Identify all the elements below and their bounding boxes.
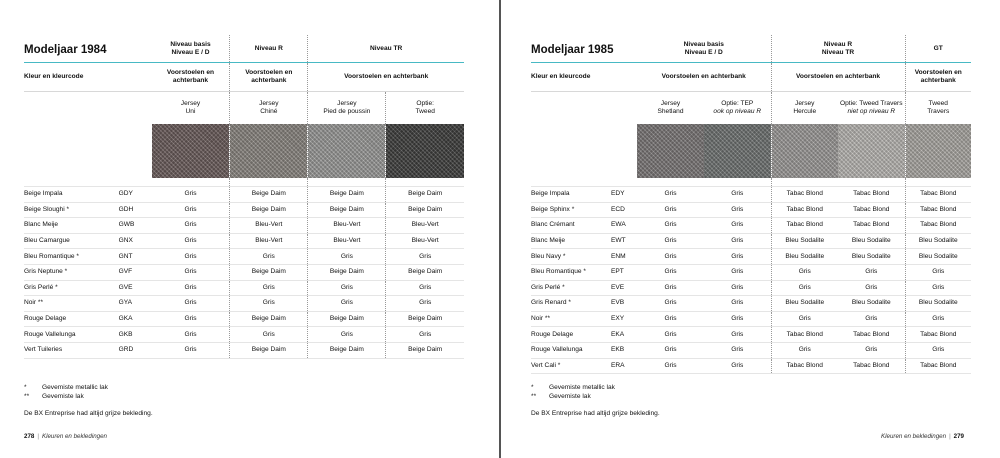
table-row <box>531 296 971 312</box>
color-name: Bleu Romantique * <box>24 249 119 265</box>
group-header: GT <box>905 35 971 63</box>
table-row <box>531 358 971 374</box>
upholstery-value: Bleu Sodalite <box>905 296 971 312</box>
upholstery-value: Gris <box>152 296 230 312</box>
color-code: ERA <box>611 358 637 374</box>
table-row <box>24 296 464 312</box>
fabric-swatch <box>152 124 230 178</box>
color-code: GDY <box>119 187 152 203</box>
upholstery-value: Beige Daim <box>230 311 308 327</box>
upholstery-value: Gris <box>905 280 971 296</box>
upholstery-value: Beige Daim <box>230 342 308 358</box>
upholstery-value: Bleu Sodalite <box>838 296 905 312</box>
upholstery-value: Gris <box>704 202 771 218</box>
material-label: Optie: Tweed Travers niet op niveau R <box>839 100 903 115</box>
upholstery-value: Gris <box>838 280 905 296</box>
footnote-text: Gevemiste lak <box>42 392 84 400</box>
seat-header: Voorstoelen en achterbank <box>308 63 464 92</box>
upholstery-value: Gris <box>308 327 386 343</box>
upholstery-value: Gris <box>704 358 771 374</box>
color-table-1985 <box>531 35 971 374</box>
group-header: Niveau R Niveau TR <box>771 35 905 63</box>
upholstery-value: Tabac Blond <box>838 327 905 343</box>
material-label: Optie: Tweed <box>386 92 464 125</box>
upholstery-value: Beige Daim <box>386 264 464 280</box>
upholstery-value: Gris <box>704 342 771 358</box>
upholstery-value: Gris <box>905 311 971 327</box>
table-row <box>531 187 971 203</box>
upholstery-value: Gris <box>771 311 838 327</box>
upholstery-value: Bleu-Vert <box>308 233 386 249</box>
fabric-swatch <box>772 124 839 178</box>
color-code: GYA <box>119 296 152 312</box>
upholstery-value: Beige Daim <box>230 187 308 203</box>
color-name: Beige Impala <box>531 187 611 203</box>
upholstery-value: Gris <box>637 249 704 265</box>
chapter-title: Kleuren en bekledingen <box>881 433 947 440</box>
upholstery-value: Tabac Blond <box>838 187 905 203</box>
upholstery-value: Gris <box>152 233 230 249</box>
table-title: Modeljaar 1984 <box>24 35 152 63</box>
table-container-1984 <box>24 35 464 359</box>
color-code: EXY <box>611 311 637 327</box>
upholstery-value: Gris <box>386 280 464 296</box>
footnote-text: Gevemiste lak <box>549 392 591 400</box>
page-footer: Kleuren en bekledingen | 279 <box>881 433 964 440</box>
page-number: 279 <box>953 433 964 440</box>
upholstery-value: Gris <box>308 296 386 312</box>
color-code: EPT <box>611 264 637 280</box>
color-name: Gris Perlé * <box>531 280 611 296</box>
color-code: GRD <box>119 342 152 358</box>
upholstery-value: Beige Daim <box>386 311 464 327</box>
fabric-swatch <box>637 124 704 178</box>
upholstery-value: Bleu-Vert <box>308 218 386 234</box>
color-code: EKB <box>611 342 637 358</box>
table-row <box>531 327 971 343</box>
upholstery-value: Beige Daim <box>308 202 386 218</box>
upholstery-value: Beige Daim <box>230 202 308 218</box>
upholstery-value: Bleu Sodalite <box>838 249 905 265</box>
material-label: Jersey Pied de poussin <box>308 92 386 125</box>
upholstery-value: Tabac Blond <box>771 218 838 234</box>
upholstery-value: Tabac Blond <box>905 202 971 218</box>
upholstery-value: Gris <box>637 233 704 249</box>
upholstery-value: Gris <box>704 280 771 296</box>
upholstery-value: Tabac Blond <box>771 358 838 374</box>
color-name: Vert Cali * <box>531 358 611 374</box>
color-code: GKB <box>119 327 152 343</box>
color-table-1984 <box>24 35 464 359</box>
table-row <box>531 218 971 234</box>
upholstery-value: Gris <box>704 218 771 234</box>
color-name: Noir ** <box>531 311 611 327</box>
color-name: Rouge Vallelunga <box>24 327 119 343</box>
footnote-mark: * <box>531 384 534 391</box>
color-name: Bleu Romantique * <box>531 264 611 280</box>
table-row <box>531 264 971 280</box>
upholstery-value: Beige Daim <box>386 202 464 218</box>
upholstery-value: Gris <box>637 296 704 312</box>
color-code: EVE <box>611 280 637 296</box>
upholstery-value: Gris <box>386 327 464 343</box>
upholstery-value: Beige Daim <box>308 311 386 327</box>
fabric-swatch <box>906 124 972 178</box>
upholstery-value: Gris <box>771 280 838 296</box>
color-code: GNT <box>119 249 152 265</box>
upholstery-value: Bleu-Vert <box>230 218 308 234</box>
footnotes <box>24 384 108 401</box>
seat-header: Voorstoelen en achterbank <box>637 63 771 92</box>
upholstery-value: Gris <box>152 342 230 358</box>
table-row <box>531 233 971 249</box>
table-row <box>24 311 464 327</box>
color-name: Vert Tuileries <box>24 342 119 358</box>
upholstery-value: Gris <box>637 358 704 374</box>
footnote-mark: ** <box>531 392 537 400</box>
seat-header: Voorstoelen en achterbank <box>905 63 971 92</box>
color-code-header: Kleur en kleurcode <box>24 63 152 92</box>
upholstery-value: Gris <box>152 327 230 343</box>
upholstery-value: Tabac Blond <box>771 187 838 203</box>
table-row <box>24 187 464 203</box>
color-code: GVF <box>119 264 152 280</box>
upholstery-value: Beige Daim <box>386 342 464 358</box>
color-code-header: Kleur en kleurcode <box>531 63 637 92</box>
color-name: Beige Impala <box>24 187 119 203</box>
bx-note: De BX Entreprise had altijd grijze bekleding. <box>24 410 153 417</box>
upholstery-value: Tabac Blond <box>838 202 905 218</box>
footnote-text: Gevemiste metallic lak <box>549 384 615 391</box>
color-code: EKA <box>611 327 637 343</box>
upholstery-value: Gris <box>704 311 771 327</box>
color-name: Gris Neptune * <box>24 264 119 280</box>
page-footer: 278 | Kleuren en bekledingen <box>24 433 107 440</box>
footnote-text: Gevemiste metallic lak <box>42 384 108 391</box>
upholstery-value: Bleu-Vert <box>386 218 464 234</box>
upholstery-value: Tabac Blond <box>838 358 905 374</box>
color-name: Blanc Meije <box>531 233 611 249</box>
upholstery-value: Gris <box>704 187 771 203</box>
upholstery-value: Gris <box>637 187 704 203</box>
upholstery-value: Gris <box>838 311 905 327</box>
upholstery-value: Beige Daim <box>308 264 386 280</box>
upholstery-value: Gris <box>152 264 230 280</box>
fabric-swatch <box>704 124 771 178</box>
upholstery-value: Gris <box>771 264 838 280</box>
upholstery-value: Gris <box>905 342 971 358</box>
table-row <box>24 342 464 358</box>
upholstery-value: Gris <box>771 342 838 358</box>
color-name: Rouge Vallelunga <box>531 342 611 358</box>
color-code: GDH <box>119 202 152 218</box>
material-label: Jersey Shetland <box>657 100 684 115</box>
color-name: Noir ** <box>24 296 119 312</box>
upholstery-value: Gris <box>704 264 771 280</box>
fabric-swatch <box>838 124 905 178</box>
table-row <box>24 327 464 343</box>
table-row <box>531 311 971 327</box>
page-number: 278 <box>24 433 35 440</box>
color-code: GNX <box>119 233 152 249</box>
upholstery-value: Gris <box>152 311 230 327</box>
color-code: EWA <box>611 218 637 234</box>
upholstery-value: Gris <box>230 327 308 343</box>
material-label: Jersey Uni <box>180 100 201 115</box>
upholstery-value: Bleu Sodalite <box>771 296 838 312</box>
footnotes <box>531 384 615 401</box>
bx-note: De BX Entreprise had altijd grijze bekleding. <box>531 410 660 417</box>
color-code: GKA <box>119 311 152 327</box>
color-name: Beige Sphinx * <box>531 202 611 218</box>
upholstery-value: Gris <box>152 218 230 234</box>
upholstery-value: Gris <box>637 280 704 296</box>
upholstery-value: Tabac Blond <box>905 327 971 343</box>
upholstery-value: Gris <box>704 327 771 343</box>
upholstery-value: Beige Daim <box>230 264 308 280</box>
group-header: Niveau basis Niveau E / D <box>152 35 230 63</box>
upholstery-value: Gris <box>704 249 771 265</box>
group-header: Niveau R <box>230 35 308 63</box>
footnote-mark: * <box>24 384 27 391</box>
color-name: Rouge Delage <box>24 311 119 327</box>
upholstery-value: Gris <box>386 296 464 312</box>
upholstery-value: Gris <box>230 249 308 265</box>
color-name: Blanc Crémant <box>531 218 611 234</box>
color-code: EDY <box>611 187 637 203</box>
color-name: Beige Sloughi * <box>24 202 119 218</box>
group-header: Niveau TR <box>308 35 464 63</box>
upholstery-value: Gris <box>308 280 386 296</box>
color-code: EWT <box>611 233 637 249</box>
upholstery-value: Gris <box>637 218 704 234</box>
upholstery-value: Gris <box>704 233 771 249</box>
upholstery-value: Gris <box>637 311 704 327</box>
table-container-1985 <box>531 35 971 374</box>
material-label: Jersey Hercule <box>771 92 838 125</box>
left-page <box>0 0 499 458</box>
color-code: ENM <box>611 249 637 265</box>
chapter-title: Kleuren en bekledingen <box>41 433 107 440</box>
table-row <box>531 249 971 265</box>
material-label: Jersey Chiné <box>230 92 308 125</box>
footnote-mark: ** <box>24 392 30 400</box>
upholstery-value: Gris <box>838 342 905 358</box>
upholstery-value: Tabac Blond <box>905 187 971 203</box>
table-title: Modeljaar 1985 <box>531 35 637 63</box>
upholstery-value: Gris <box>637 264 704 280</box>
upholstery-value: Tabac Blond <box>838 218 905 234</box>
upholstery-value: Bleu-Vert <box>386 233 464 249</box>
upholstery-value: Gris <box>230 280 308 296</box>
color-code: GWB <box>119 218 152 234</box>
upholstery-value: Bleu Sodalite <box>771 233 838 249</box>
fabric-swatch <box>230 124 307 178</box>
table-row <box>24 280 464 296</box>
upholstery-value: Bleu Sodalite <box>905 233 971 249</box>
fabric-swatch <box>308 124 385 178</box>
color-code: GVE <box>119 280 152 296</box>
table-row <box>531 202 971 218</box>
upholstery-value: Tabac Blond <box>771 327 838 343</box>
upholstery-value: Gris <box>152 187 230 203</box>
table-row <box>24 249 464 265</box>
table-row <box>24 218 464 234</box>
material-label: Tweed Travers <box>905 92 971 125</box>
upholstery-value: Gris <box>905 264 971 280</box>
upholstery-value: Gris <box>637 342 704 358</box>
upholstery-value: Gris <box>308 249 386 265</box>
upholstery-value: Gris <box>386 249 464 265</box>
upholstery-value: Bleu-Vert <box>230 233 308 249</box>
color-name: Blanc Meije <box>24 218 119 234</box>
table-row <box>24 202 464 218</box>
upholstery-value: Bleu Sodalite <box>905 249 971 265</box>
upholstery-value: Tabac Blond <box>905 218 971 234</box>
upholstery-value: Tabac Blond <box>905 358 971 374</box>
upholstery-value: Gris <box>230 296 308 312</box>
upholstery-value: Gris <box>152 249 230 265</box>
upholstery-value: Gris <box>637 327 704 343</box>
upholstery-value: Bleu Sodalite <box>771 249 838 265</box>
color-name: Bleu Navy * <box>531 249 611 265</box>
table-row <box>24 264 464 280</box>
upholstery-value: Gris <box>838 264 905 280</box>
color-name: Rouge Delage <box>531 327 611 343</box>
upholstery-value: Tabac Blond <box>771 202 838 218</box>
upholstery-value: Beige Daim <box>308 187 386 203</box>
upholstery-value: Gris <box>152 280 230 296</box>
color-name: Bleu Camargue <box>24 233 119 249</box>
color-code: EVB <box>611 296 637 312</box>
right-page <box>501 0 1000 458</box>
color-code: ECD <box>611 202 637 218</box>
table-row <box>531 342 971 358</box>
color-name: Gris Perlé * <box>24 280 119 296</box>
seat-header: Voorstoelen en achterbank <box>230 63 308 92</box>
fabric-swatch <box>386 124 464 178</box>
seat-header: Voorstoelen en achterbank <box>771 63 905 92</box>
upholstery-value: Gris <box>637 202 704 218</box>
upholstery-value: Gris <box>704 296 771 312</box>
table-row <box>531 280 971 296</box>
seat-header: Voorstoelen en achterbank <box>152 63 230 92</box>
color-name: Gris Renard * <box>531 296 611 312</box>
group-header: Niveau basis Niveau E / D <box>637 35 771 63</box>
material-label: Optie: TEP ook op niveau R <box>713 100 762 115</box>
upholstery-value: Gris <box>152 202 230 218</box>
upholstery-value: Beige Daim <box>386 187 464 203</box>
table-row <box>24 233 464 249</box>
upholstery-value: Beige Daim <box>308 342 386 358</box>
upholstery-value: Bleu Sodalite <box>838 233 905 249</box>
